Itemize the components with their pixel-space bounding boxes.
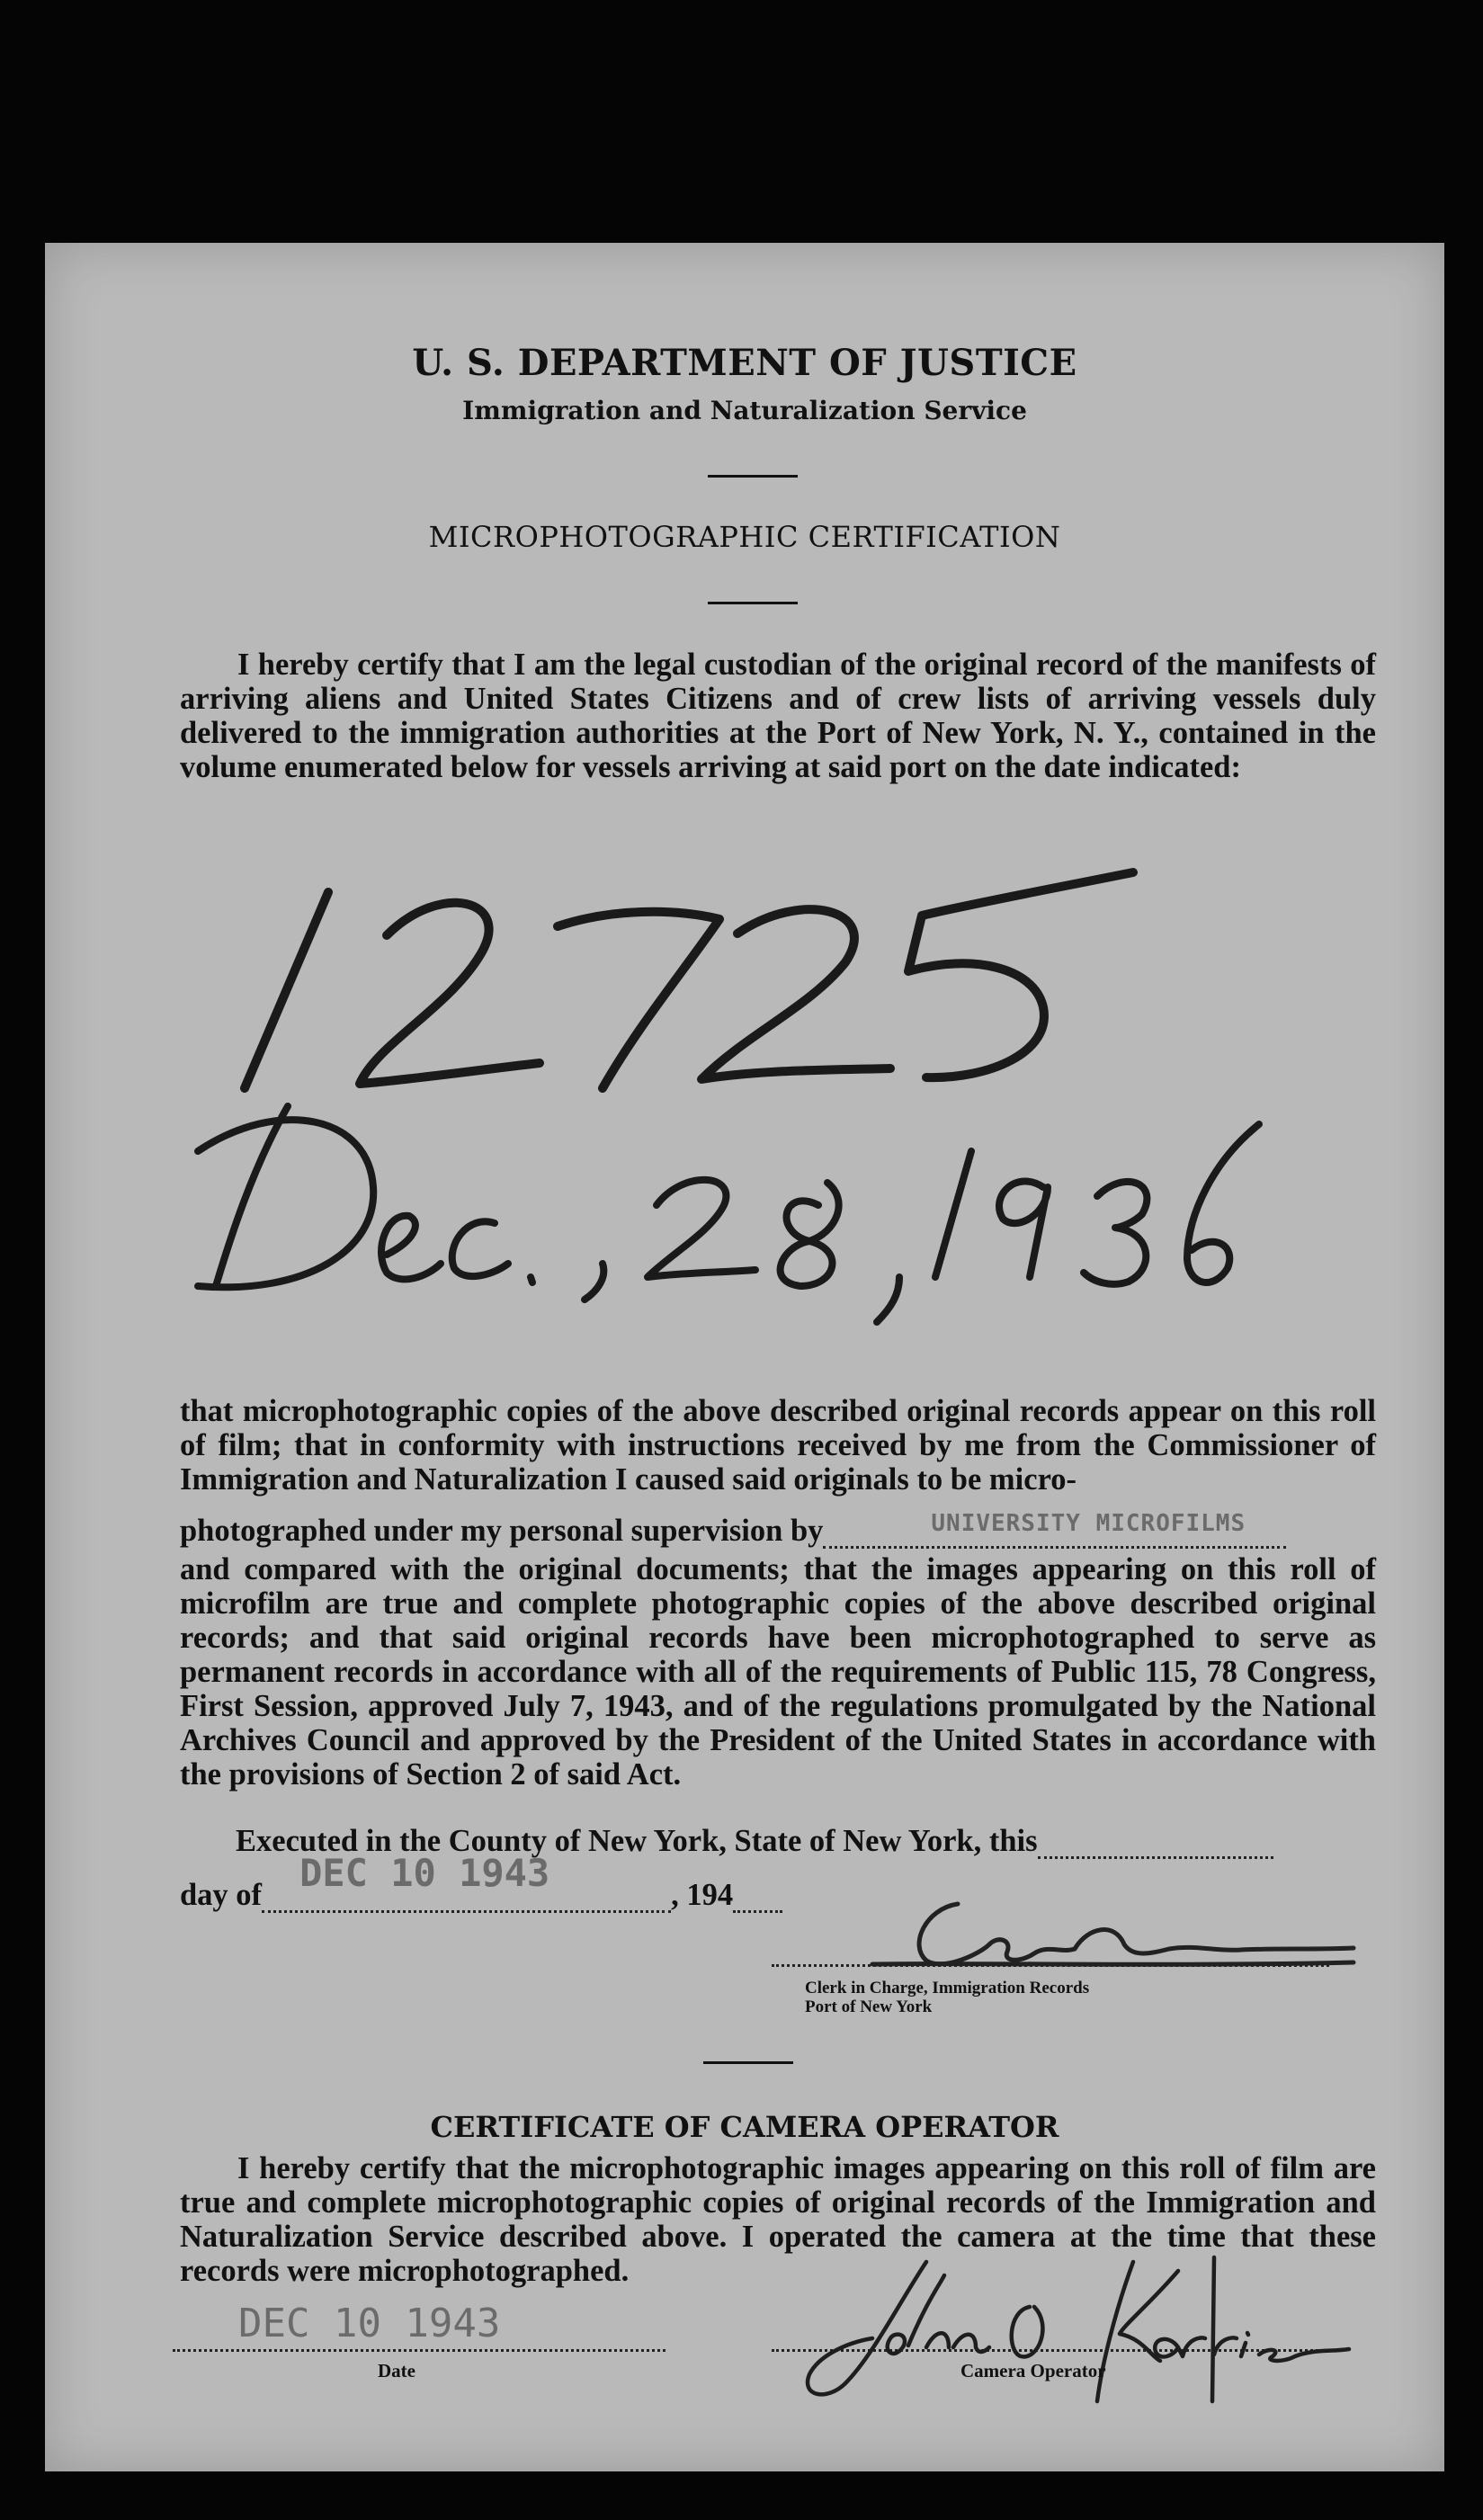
service-subheading: Immigration and Naturalization Service	[462, 396, 1027, 425]
clerk-title	[805, 1979, 1089, 2016]
certificate-sheet	[45, 243, 1444, 2471]
certification-title: MICROPHOTOGRAPHIC CERTIFICATION	[428, 520, 1061, 554]
header-divider-top	[708, 475, 798, 478]
handwritten-volume-number	[180, 863, 1349, 1367]
date-label: Date	[378, 2360, 415, 2381]
executed-text: Executed in the County of New York, State of New York, this	[236, 1824, 1038, 1858]
clerk-title-line-2: Port of New York	[805, 1997, 933, 2016]
photographed-by-label: photographed under my personal supervision by	[180, 1514, 824, 1548]
day-of-label: day of	[180, 1878, 263, 1912]
camera-operator-label: Camera Operator	[960, 2360, 1106, 2381]
photographed-by-field	[823, 1510, 1286, 1549]
camera-section-divider	[703, 2061, 793, 2064]
day-of-line	[180, 1851, 782, 1913]
year-field	[733, 1885, 782, 1913]
day-of-stamp: DEC 10 1943	[299, 1851, 550, 1895]
header-divider-bottom	[708, 602, 798, 604]
clerk-title-line-1: Clerk in Charge, Immigration Records	[805, 1979, 1090, 1997]
camera-certificate-title: CERTIFICATE OF CAMERA OPERATOR	[430, 2110, 1059, 2144]
operator-signature	[791, 2248, 1367, 2410]
year-label: , 194	[671, 1878, 734, 1912]
body-paragraph-2: and compared with the original documents; that the images appearing on this roll of microfilm are true and complete photographic copies of the above described original records; and that said original records have been microphotographed to serve as permanent records in accordance with all of the requirements of Public 115, 78 Congress, First Session, approved July 7, 1943, and of the regulations promulgated by the National Archives Council and approved by the President of the United States in accordance with the provisions of Section 2 of said Act.	[180, 1552, 1376, 1792]
department-heading: U. S. DEPARTMENT OF JUSTICE	[412, 342, 1077, 384]
photographed-by-stamp: UNIVERSITY MICROFILMS	[931, 1510, 1246, 1537]
clerk-signature	[854, 1890, 1358, 1989]
camera-date-stamp: DEC 10 1943	[238, 2301, 501, 2346]
body-paragraph-1: that microphotographic copies of the above described original records appear on this roll of film; that in conformity with instructions received by me from the Commissioner of Immigration and Naturalization I caused said originals to be micro-	[180, 1394, 1376, 1497]
executed-day-field	[1038, 1831, 1273, 1859]
day-of-field	[262, 1851, 671, 1913]
date-signature-line	[173, 2349, 666, 2352]
intro-paragraph: I hereby certify that I am the legal custodian of the original record of the manifests of arriving aliens and United States Citizens and of crew lists of arriving vessels duly delivered to the immigration authorities at the Port of New York, N. Y., contained in the volume enumerated below for vessels arriving at said port on the date indicated:	[180, 648, 1376, 784]
photographed-by-line	[180, 1510, 1286, 1549]
camera-certificate-paragraph: I hereby certify that the microphotographic images appearing on this roll of film are true and complete microphotographic copies of original records of the Immigration and Naturalization Service described above. I operated the camera at the time that these records were microphotographed.	[180, 2151, 1376, 2288]
